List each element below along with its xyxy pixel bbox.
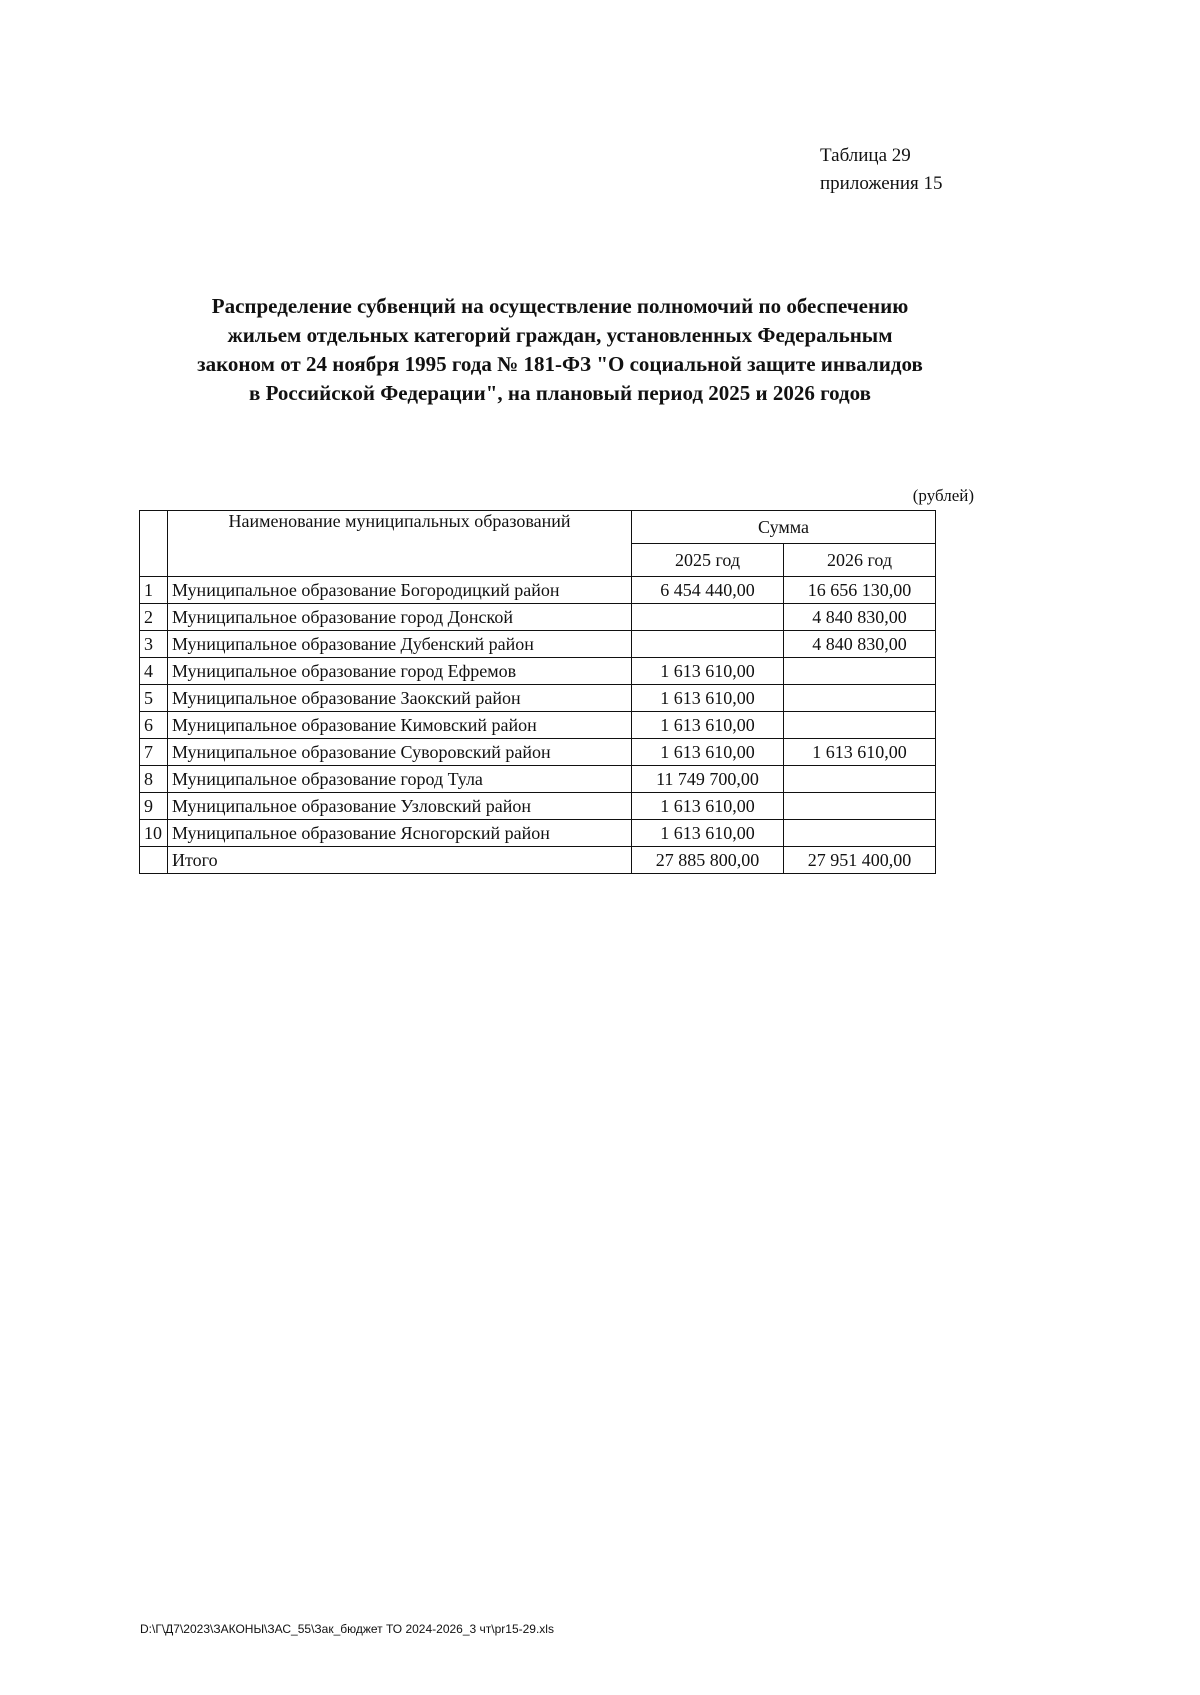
row-number: 4: [140, 658, 168, 685]
table-row: [140, 712, 936, 739]
row-name: Муниципальное образование Заокский район: [168, 685, 632, 712]
row-value-2025: 1 613 610,00: [632, 793, 784, 820]
row-value-2025: 1 613 610,00: [632, 739, 784, 766]
row-name: Муниципальное образование город Ефремов: [168, 658, 632, 685]
row-value-2026: [784, 820, 936, 847]
units-label: (рублей): [912, 486, 974, 505]
row-number: 6: [140, 712, 168, 739]
row-value-2026: [784, 685, 936, 712]
row-value-2025: 1 613 610,00: [632, 685, 784, 712]
row-number: 9: [140, 793, 168, 820]
row-number: 2: [140, 604, 168, 631]
header-year-2025: 2025 год: [632, 544, 784, 577]
total-value-2025: 27 885 800,00: [632, 847, 784, 874]
row-name: Муниципальное образование Ясногорский район: [168, 820, 632, 847]
title-line-4: в Российской Федерации", на плановый период 2025 и 2026 годов: [249, 381, 871, 405]
row-value-2026: 4 840 830,00: [784, 604, 936, 631]
row-number: 7: [140, 739, 168, 766]
title-line-3: законом от 24 ноября 1995 года № 181-ФЗ "О социальной защите инвалидов: [197, 352, 923, 376]
table-row: [140, 631, 936, 658]
row-name: Муниципальное образование Суворовский район: [168, 739, 632, 766]
table-row: [140, 577, 936, 604]
table-row: [140, 766, 936, 793]
row-name: Муниципальное образование Дубенский район: [168, 631, 632, 658]
row-name: Муниципальное образование город Донской: [168, 604, 632, 631]
table-row: [140, 820, 936, 847]
row-value-2025: [632, 631, 784, 658]
table-row: [140, 685, 936, 712]
distribution-table: [139, 510, 936, 874]
row-name: Муниципальное образование Кимовский район: [168, 712, 632, 739]
row-value-2026: [784, 712, 936, 739]
table-row: [140, 739, 936, 766]
row-name: Муниципальное образование Узловский район: [168, 793, 632, 820]
header-name: Наименование муниципальных образований: [168, 511, 632, 577]
table-reference: [820, 142, 942, 198]
document-title: [130, 292, 990, 408]
total-number: [140, 847, 168, 874]
row-value-2026: 16 656 130,00: [784, 577, 936, 604]
header-number-cell: [140, 511, 168, 577]
table-row: [140, 604, 936, 631]
row-number: 5: [140, 685, 168, 712]
row-name: Муниципальное образование город Тула: [168, 766, 632, 793]
row-value-2025: 11 749 700,00: [632, 766, 784, 793]
row-value-2026: [784, 658, 936, 685]
appendix-number: приложения 15: [820, 173, 943, 194]
row-name: Муниципальное образование Богородицкий район: [168, 577, 632, 604]
row-value-2025: [632, 604, 784, 631]
row-value-2026: 1 613 610,00: [784, 739, 936, 766]
row-number: 3: [140, 631, 168, 658]
header-year-2026: 2026 год: [784, 544, 936, 577]
row-value-2025: 1 613 610,00: [632, 712, 784, 739]
table-row: [140, 793, 936, 820]
title-line-1: Распределение субвенций на осуществление полномочий по обеспечению: [211, 294, 909, 318]
total-row: [140, 847, 936, 874]
file-path-footer: D:\Г\Д7\2023\ЗАКОНЫ\ЗАС_55\Зак_бюджет ТО 2024-2026_3 чт\pr15-29.xls: [140, 1622, 554, 1636]
row-number: 8: [140, 766, 168, 793]
table-row: [140, 658, 936, 685]
row-value-2026: 4 840 830,00: [784, 631, 936, 658]
total-value-2026: 27 951 400,00: [784, 847, 936, 874]
row-value-2025: 1 613 610,00: [632, 820, 784, 847]
total-label: Итого: [168, 847, 632, 874]
table-number: Таблица 29: [820, 145, 911, 166]
row-value-2026: [784, 766, 936, 793]
row-value-2025: 6 454 440,00: [632, 577, 784, 604]
row-number: 10: [140, 820, 168, 847]
row-value-2025: 1 613 610,00: [632, 658, 784, 685]
row-number: 1: [140, 577, 168, 604]
title-line-2: жильем отдельных категорий граждан, установленных Федеральным: [227, 323, 893, 347]
header-sum: Сумма: [632, 511, 936, 544]
table-body: [140, 577, 936, 874]
row-value-2026: [784, 793, 936, 820]
